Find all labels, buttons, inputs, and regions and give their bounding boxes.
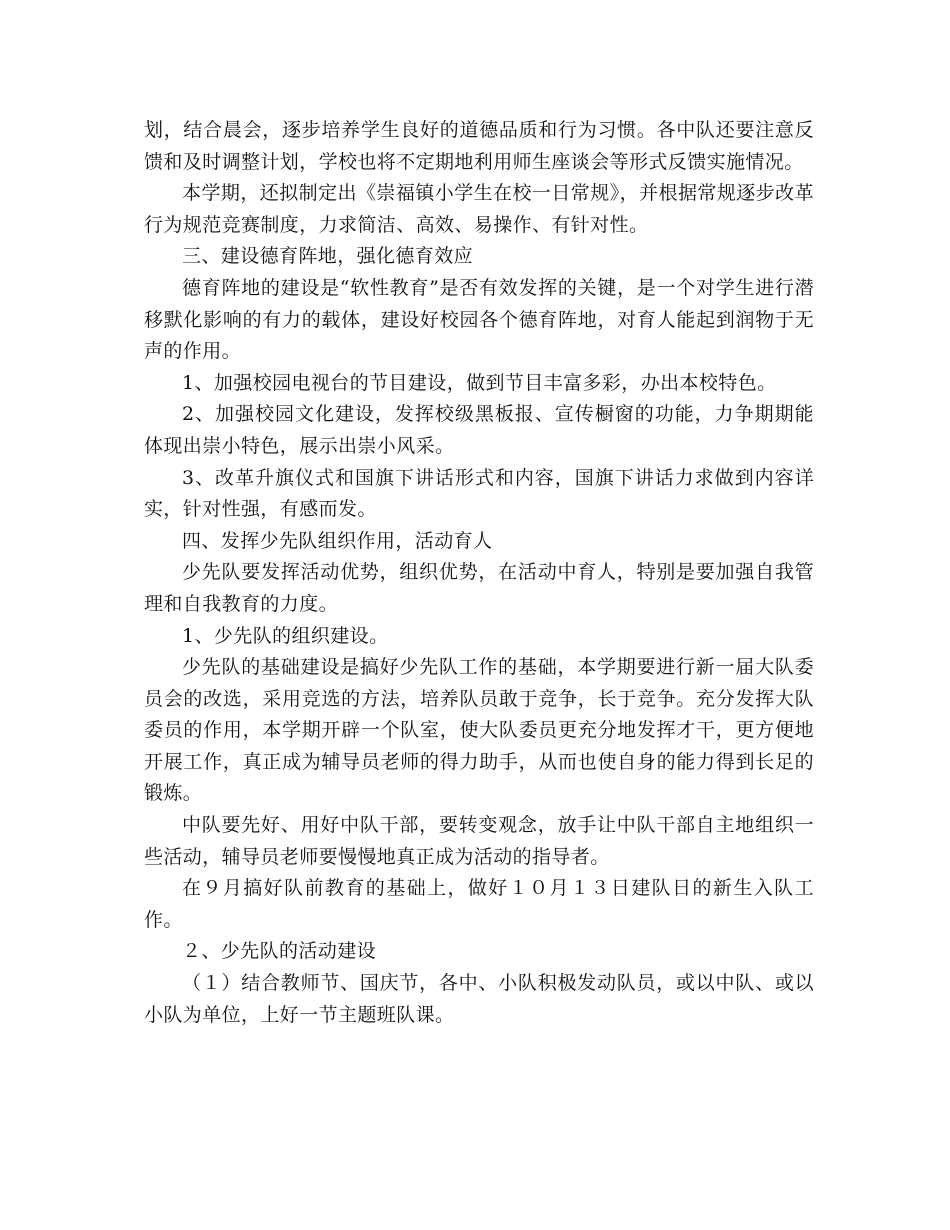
subheading-organization: 1、少先队的组织建设。 (182, 624, 389, 647)
subheading-activities: ２、少先队的活动建设 (182, 940, 377, 963)
paragraph-continuation: 划，结合晨会，逐步培养学生良好的道德品质和行为习惯。各中队还要注意反馈和及时调整计划，学校也将不定期地利用师生座谈会等形式反馈实施情况。 (144, 119, 814, 173)
paragraph-squad-leaders: 中队要先好、用好中队干部，要转变观念，放手让中队干部自主地组织一些活动，辅导员老师要慢慢地真正成为活动的指导者。 (144, 814, 814, 868)
list-item-flag-ceremony: 3、改革升旗仪式和国旗下讲话形式和内容，国旗下讲话力求做到内容详实，针对性强，有感而发。 (144, 466, 814, 521)
section-heading-3: 三、建设德育阵地，强化德育效应 (182, 245, 474, 268)
paragraph-daily-routine: 本学期，还拟制定出《崇福镇小学生在校一日常规》，并根据常规逐步改革行为规范竞赛制度，力求简洁、高效、易操作、有针对性。 (144, 182, 814, 236)
paragraph-enrollment: 在９月搞好队前教育的基础上，做好１０月１３日建队日的新生入队工作。 (144, 877, 814, 931)
list-item-tv-station: 1、加强校园电视台的节目建设，做到节目丰富多彩，办出本校特色。 (182, 371, 777, 394)
section-heading-4: 四、发挥少先队组织作用，活动育人 (182, 529, 493, 552)
list-item-theme-class: （１）结合教师节、国庆节，各中、小队积极发动队员，或以中队、或以小队为单位，上好一节主题班队课。 (144, 972, 814, 1026)
list-item-campus-culture: 2、加强校园文化建设，发挥校级黑板报、宣传橱窗的功能，力争期期能体现出崇小特色，展示出崇小风采。 (144, 403, 814, 457)
document-body (144, 115, 814, 1031)
paragraph-organization: 少先队的基础建设是搞好少先队工作的基础，本学期要进行新一届大队委员会的改选，采用竞选的方法，培养队员敢于竞争，长于竞争。充分发挥大队委员的作用，本学期开辟一个队室，使大队委员更充分地发挥才干，更方便地开展工作，真正成为辅导员老师的得力助手，从而也使自身的能力得到长足的锻炼。 (144, 656, 814, 805)
paragraph-pioneers-intro: 少先队要发挥活动优势，组织优势，在活动中育人，特别是要加强自我管理和自我教育的力度。 (144, 561, 814, 615)
paragraph-moral-base: 德育阵地的建设是“软性教育”是否有效发挥的关键，是一个对学生进行潜移默化影响的有力的载体，建设好校园各个德育阵地，对育人能起到润物于无声的作用。 (144, 276, 814, 363)
